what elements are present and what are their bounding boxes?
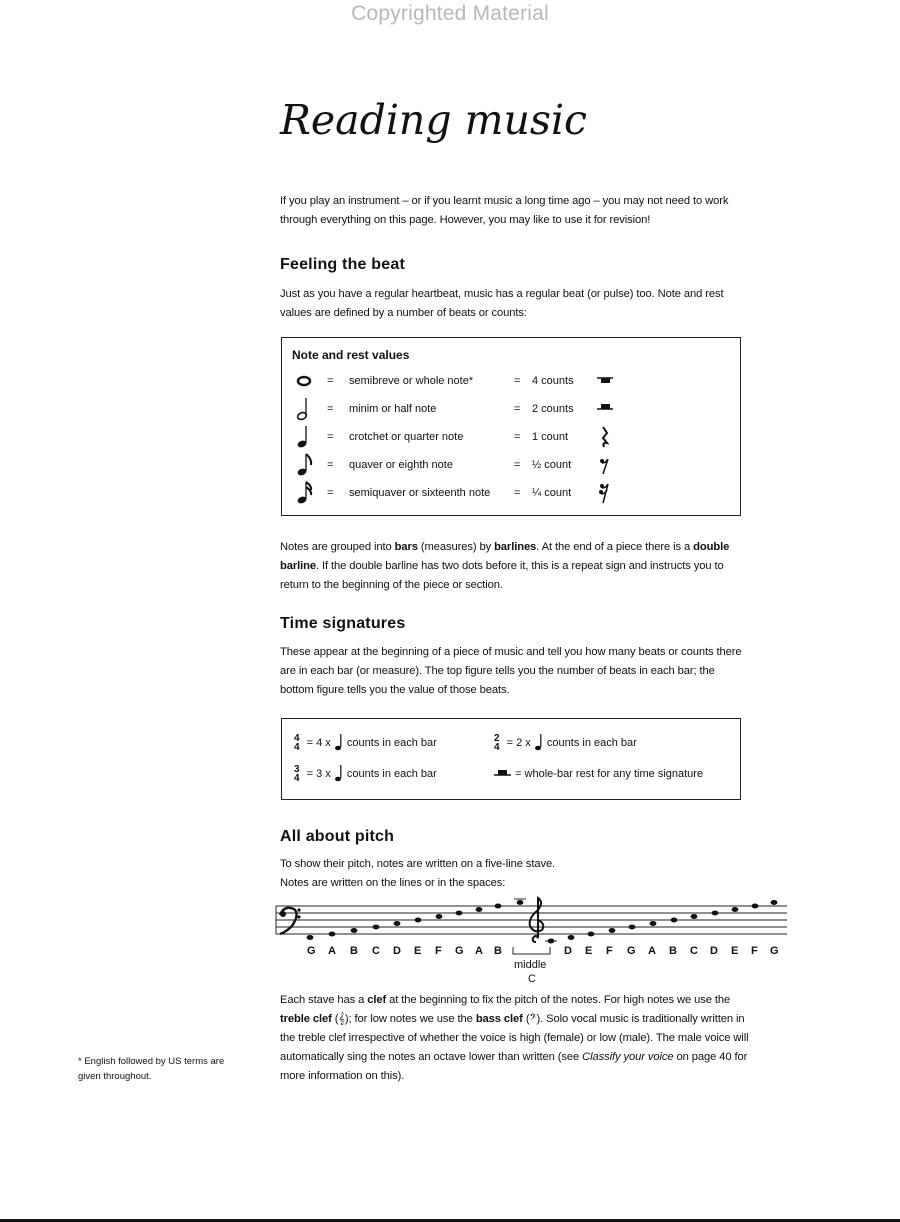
time-signature-3-4: 3 4 = 3 x counts in each bar — [294, 764, 437, 784]
note-name: crotchet or quarter note — [349, 431, 464, 443]
note-letter: A — [475, 945, 483, 957]
equals-sign: = — [327, 459, 334, 471]
note-count: ½ count — [532, 459, 572, 471]
note-values-box — [281, 337, 741, 516]
note-letter: C — [690, 945, 698, 957]
note-count: 4 counts — [532, 375, 574, 387]
intro-paragraph: If you play an instrument – or if you learnt music a long time ago – you may not need to work through everything on this page. However, you may like to use it for revision! — [280, 195, 729, 226]
bass-clef-icon — [280, 908, 301, 934]
note-letter: F — [435, 945, 442, 957]
middle-c-letter: C — [528, 973, 536, 985]
equals-sign: = — [514, 403, 521, 415]
note-letter: E — [585, 945, 593, 957]
time-signatures-box — [281, 718, 741, 800]
note-row-eighth — [282, 451, 740, 479]
quarter-note-icon — [534, 733, 544, 753]
note-letter: F — [606, 945, 613, 957]
note-row-whole — [282, 367, 740, 395]
note-letter: B — [669, 945, 677, 957]
note-letter: A — [648, 945, 656, 957]
note-letter: G — [770, 945, 779, 957]
note-values-title: Note and rest values — [292, 348, 410, 362]
equals-sign: = — [327, 375, 334, 387]
equals-sign: = — [327, 487, 334, 499]
pitch-line-1: To show their pitch, notes are written on a five-line stave. — [280, 858, 556, 870]
quarter-note-icon — [334, 764, 344, 784]
equals-sign: = — [514, 459, 521, 471]
pitch-heading: All about pitch — [280, 828, 395, 845]
note-name: minim or half note — [349, 403, 437, 415]
equals-sign: = — [514, 431, 521, 443]
note-letters — [274, 945, 789, 990]
note-letter: C — [372, 945, 380, 957]
whole-bar-rest-item: = whole-bar rest for any time signature — [494, 768, 703, 780]
feeling-heading: Feeling the beat — [280, 256, 405, 273]
note-count: 2 counts — [532, 403, 574, 415]
time-signatures-paragraph: These appear at the beginning of a piece of music and tell you how many beats or counts there are in each bar (or measure). The top figure tells you the number of beats in each bar; the bottom figure tells you the value of those beats. — [280, 646, 742, 696]
note-letter: A — [328, 945, 336, 957]
note-letter: B — [350, 945, 358, 957]
note-name: semibreve or whole note* — [349, 375, 474, 387]
feeling-paragraph: Just as you have a regular heartbeat, music has a regular beat (or pulse) too. Note and rest values are defined by a number of beats or counts: — [280, 288, 724, 319]
equals-sign: = — [327, 403, 334, 415]
time-signature-2-4: 2 4 = 2 x counts in each bar — [494, 733, 637, 753]
note-row-half — [282, 395, 740, 423]
middle-c-bracket — [512, 945, 552, 959]
note-row-sixteenth — [282, 479, 740, 507]
whole-bar-rest-icon — [494, 768, 512, 780]
footnote: * English followed by US terms are given throughout. — [78, 1056, 225, 1082]
equals-sign: = — [514, 487, 521, 499]
pitch-line-2: Notes are written on the lines or in the spaces: — [280, 877, 506, 889]
note-letter: F — [751, 945, 758, 957]
note-count: 1 count — [532, 431, 569, 443]
note-letter: G — [627, 945, 636, 957]
note-letter: E — [414, 945, 422, 957]
middle-c-label: middle — [514, 959, 547, 971]
note-letter: D — [710, 945, 718, 957]
sixteenth-note-icon — [296, 479, 314, 518]
clef-paragraph: Each stave has a clef at the beginning to fix the pitch of the notes. For high notes we use the treble clef (𝄞); for low notes we use the bass clef (𝄢). Solo vocal music is traditionally written in the treble clef irrespective of whether the voice is high (female) or low (male). The male voice will automatically sing the notes an octave lower than written (see Classify your voice on page 40 for more information on this). — [280, 994, 749, 1082]
time-signature-4-4: 4 4 = 4 x counts in each bar — [294, 733, 437, 753]
equals-sign: = — [327, 431, 334, 443]
watermark: Copyrighted Material — [351, 2, 549, 25]
note-count: ¼ count — [532, 487, 572, 499]
bars-paragraph: Notes are grouped into bars (measures) by barlines. At the end of a piece there is a double barline. If the double barline has two dots before it, this is a repeat sign and instructs you to return to the beginning of the piece or section. — [280, 541, 730, 591]
note-name: semiquaver or sixteenth note — [349, 487, 491, 499]
stave-svg — [274, 896, 789, 952]
sixteenth-rest-icon — [597, 479, 611, 518]
note-name: quaver or eighth note — [349, 459, 453, 471]
page-title: Reading music — [280, 96, 588, 144]
note-letter: G — [307, 945, 316, 957]
note-row-quarter — [282, 423, 740, 451]
note-letter: E — [731, 945, 739, 957]
note-letter: B — [494, 945, 502, 957]
note-letter: D — [393, 945, 401, 957]
equals-sign: = — [514, 375, 521, 387]
note-letter: D — [564, 945, 572, 957]
quarter-note-icon — [334, 733, 344, 753]
note-letter: G — [455, 945, 464, 957]
time-signatures-heading: Time signatures — [280, 615, 406, 632]
